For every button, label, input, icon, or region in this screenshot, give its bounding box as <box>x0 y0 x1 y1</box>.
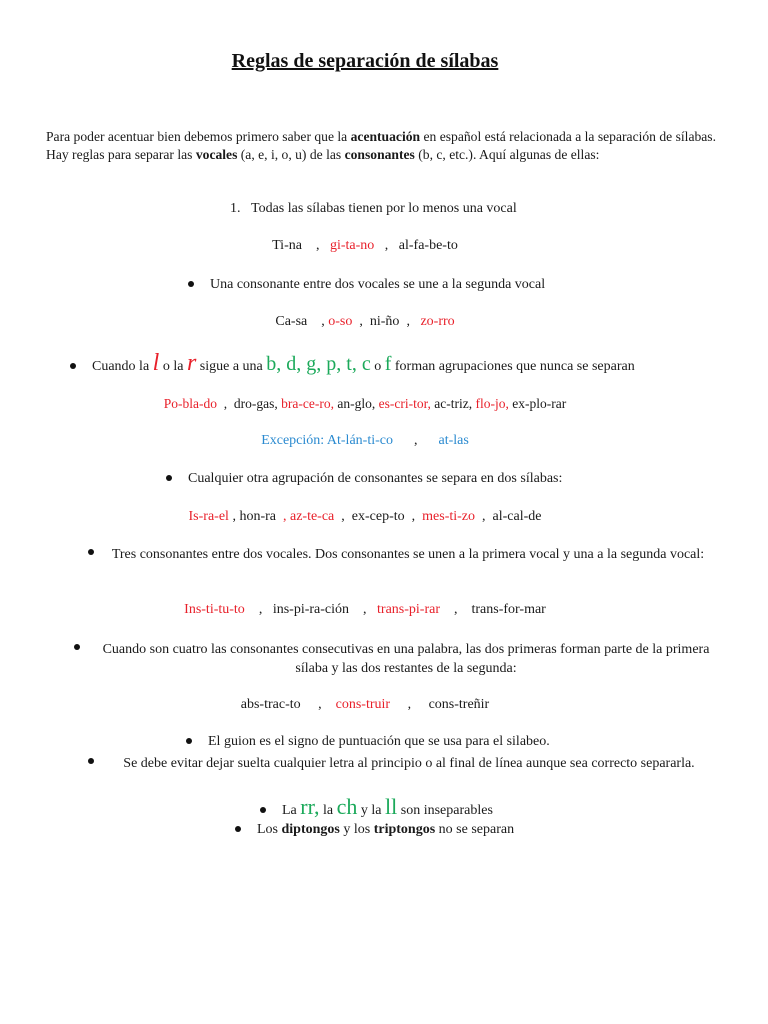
digraph-ll: ll <box>385 794 398 819</box>
letters-group: b, d, g, p, t, c <box>266 353 371 375</box>
example-highlight: Po-bla-do <box>163 396 218 411</box>
example: dro-gas, <box>233 396 278 411</box>
digraph-ch: ch <box>336 794 358 819</box>
example-highlight: o-so <box>328 314 353 329</box>
rule-1-number: 1. <box>230 201 241 216</box>
rule-1-examples <box>0 238 730 254</box>
example-highlight: trans-pi-rar <box>377 602 440 617</box>
rule-3-text-2: o la <box>159 359 187 374</box>
bullet-icon <box>188 281 194 287</box>
rule-6-bullet-wrap <box>74 640 96 656</box>
rule-8-text: Se debe evitar dejar suelta cualquier letra al principio o al final de línea aunque sea correcto separarla. <box>123 756 695 771</box>
example: ni-ño <box>369 314 400 329</box>
rule-4 <box>166 471 562 487</box>
bullet-icon <box>74 644 80 650</box>
bullet-icon <box>235 826 241 832</box>
separator: , <box>223 396 228 411</box>
separator: , <box>453 602 458 617</box>
example-highlight: mes-ti-zo <box>422 509 476 524</box>
example: al-fa-be-to <box>398 238 458 253</box>
separator: , <box>384 238 389 253</box>
separator: , <box>321 314 325 329</box>
rule-10-text-3: no se separan <box>435 822 515 837</box>
separator: , <box>363 602 367 617</box>
separator: , <box>411 509 416 524</box>
rule-2-text: Una consonante entre dos vocales se une a la segunda vocal <box>210 277 546 292</box>
intro-text-4: (b, c, etc.). Aquí algunas de ellas: <box>414 146 600 162</box>
intro-text-1: Para poder acentuar bien debemos primero saber que la <box>46 129 351 144</box>
rule-1 <box>230 201 517 217</box>
rule-9 <box>260 794 493 820</box>
digraph-rr: rr, <box>300 794 320 819</box>
example: cons-treñir <box>428 697 490 712</box>
separator: , <box>407 697 412 712</box>
separator: , <box>359 314 363 329</box>
example: an-glo, <box>337 396 376 411</box>
example: hon-ra <box>239 509 276 524</box>
rule-3 <box>70 350 635 377</box>
example-highlight: gi-ta-no <box>329 238 375 253</box>
letter-r: r <box>186 350 197 376</box>
example-highlight: az-te-ca <box>289 509 335 524</box>
separator: , <box>413 433 418 448</box>
rule-4-examples <box>0 509 730 525</box>
separator: , <box>232 509 236 524</box>
bullet-icon <box>88 758 94 764</box>
rule-5-bullet-wrap <box>88 545 110 561</box>
bullet-icon <box>186 738 192 744</box>
rule-5-text: Tres consonantes entre dos vocales. Dos consonantes se unen a la primera vocal y una a la segunda vocal: <box>111 547 705 562</box>
intro-bold-vocales: vocales <box>195 146 238 162</box>
rule-3-exception <box>0 433 730 449</box>
rule-3-text-3: sigue a una <box>196 359 267 374</box>
rule-3-text-5: forman agrupaciones que nunca se separan <box>391 359 635 374</box>
rule-6-examples <box>0 697 730 713</box>
rule-3-examples <box>0 396 730 412</box>
rule-9-text-1: La <box>282 803 301 818</box>
separator: , <box>406 314 410 329</box>
rule-8 <box>104 754 714 773</box>
example: ex-plo-rar <box>512 396 567 411</box>
rule-10-text-2: y los <box>339 822 374 837</box>
rule-4-text: Cualquier otra agrupación de consonantes se separa en dos sílabas: <box>188 471 563 486</box>
letter-l: l <box>152 350 160 376</box>
letter-f: f <box>384 353 392 375</box>
rule-9-text-2: la <box>319 803 337 818</box>
rule-2 <box>188 277 545 293</box>
rule-7-text: El guion es el signo de puntuación que se usa para el silabeo. <box>208 734 550 749</box>
intro-bold-acentuacion: acentuación <box>350 129 421 144</box>
example-highlight: Ins-ti-tu-to <box>184 602 245 617</box>
bullet-icon <box>260 807 266 813</box>
rule-2-examples <box>0 314 730 330</box>
bullet-icon <box>70 363 76 369</box>
example-highlight: bra-ce-ro, <box>281 396 334 411</box>
example-highlight: zo-rro <box>420 314 455 329</box>
rule-10 <box>235 822 514 838</box>
example: ac-triz, <box>434 396 473 411</box>
example-highlight: Is-ra-el <box>188 509 229 524</box>
separator: , <box>315 238 320 253</box>
separator: , <box>318 697 322 712</box>
bullet-icon <box>166 475 172 481</box>
rule-5-examples <box>0 602 730 618</box>
separator: , <box>282 509 287 524</box>
separator: , <box>482 509 486 524</box>
rule-5 <box>108 545 708 564</box>
bold-diptongos: diptongos <box>281 822 340 837</box>
bullet-icon <box>88 549 94 555</box>
example: ins-pi-ra-ción <box>272 602 350 617</box>
example: al-cal-de <box>492 509 542 524</box>
example-highlight: cons-truir <box>335 697 391 712</box>
example-highlight: flo-jo, <box>475 396 509 411</box>
page-title: Reglas de separación de sílabas <box>231 50 499 72</box>
example: Ca-sa <box>275 314 308 329</box>
rule-6 <box>94 640 718 678</box>
rule-10-text-1: Los <box>257 822 282 837</box>
bold-triptongos: triptongos <box>373 822 436 837</box>
rule-3-text-1: Cuando la <box>92 359 153 374</box>
intro-text-3: (a, e, i, o, u) de las <box>237 146 345 162</box>
intro-paragraph <box>46 128 726 163</box>
exception-text: Excepción: At-lán-ti-co <box>261 433 393 448</box>
rule-9-text-4: son inseparables <box>397 803 493 818</box>
intro-text-2: en español está relacionada a la separación de sílabas. Hay reglas para separar las <box>46 129 716 162</box>
example-highlight: es-cri-tor, <box>378 396 431 411</box>
rule-1-text: Todas las sílabas tienen por lo menos una vocal <box>251 201 517 216</box>
rule-7 <box>186 734 550 750</box>
rule-3-text-4: o <box>370 359 385 374</box>
intro-bold-consonantes: consonantes <box>344 146 415 162</box>
rule-6-text: Cuando son cuatro las consonantes consecutivas en una palabra, las dos primeras forman parte de la primera sílaba y las dos restantes de la segunda: <box>102 642 710 676</box>
example: Ti-na <box>272 238 302 253</box>
example: ex-cep-to <box>351 509 405 524</box>
rule-9-text-3: y la <box>357 803 386 818</box>
separator: , <box>341 509 345 524</box>
exception-text: at-las <box>438 433 469 448</box>
example: trans-for-mar <box>471 602 546 617</box>
separator: , <box>258 602 263 617</box>
example: abs-trac-to <box>240 697 301 712</box>
